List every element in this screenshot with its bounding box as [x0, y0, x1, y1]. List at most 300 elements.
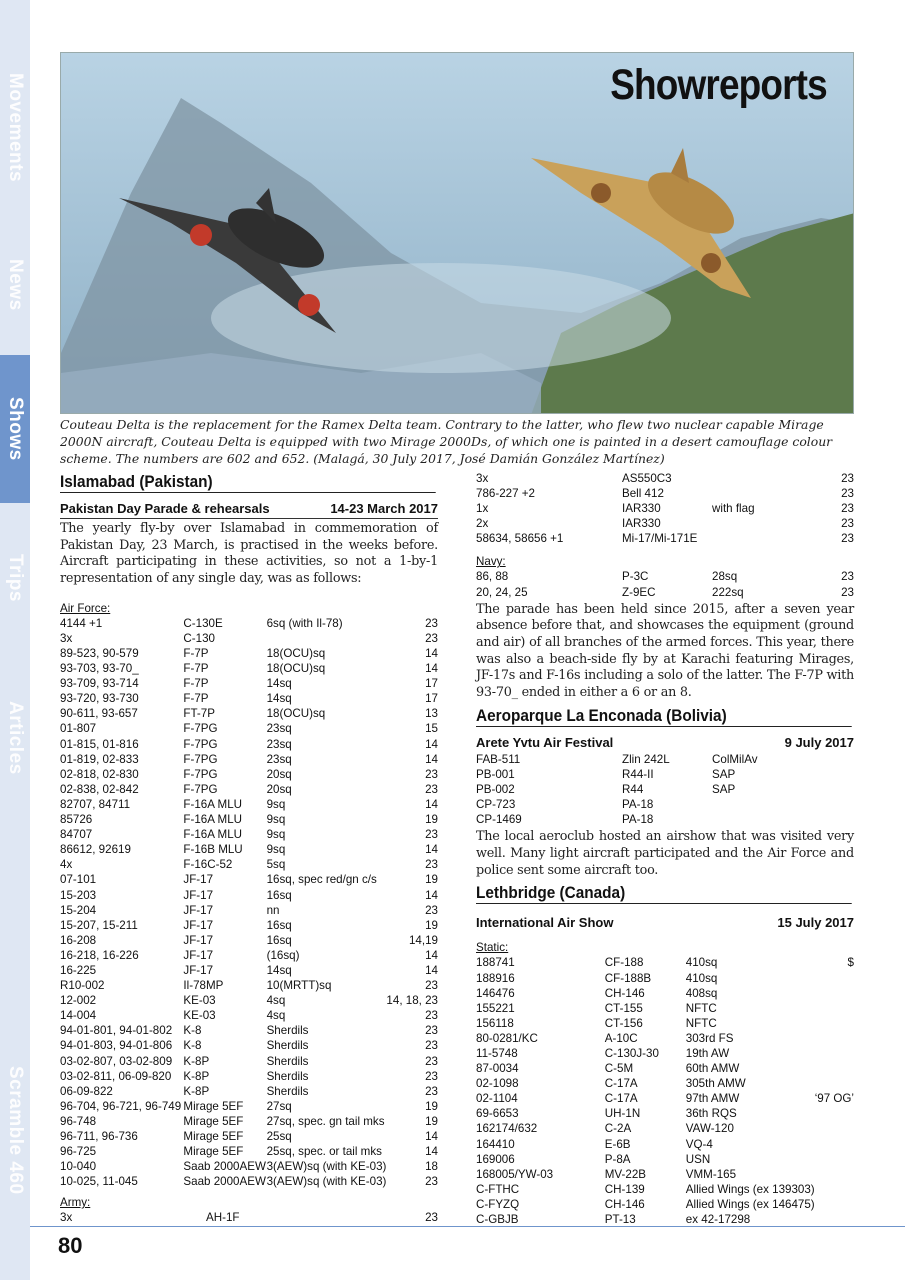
list-row	[476, 501, 854, 516]
list-row	[60, 1054, 438, 1069]
unit-cell: 18(OCU)sq	[266, 647, 326, 660]
list-row	[60, 616, 438, 631]
list-row	[60, 1038, 438, 1053]
serial-cell: 96-704, 96-721, 96-749	[60, 1099, 182, 1113]
type-cell: C-17A	[604, 1077, 638, 1091]
type-cell: JF-17	[183, 903, 214, 917]
unit-cell: 19th AW	[685, 1047, 730, 1061]
day-cell	[815, 1137, 854, 1152]
list-row	[476, 1046, 854, 1061]
serial-cell: 87-0034	[476, 1062, 519, 1076]
unit-cell: 16sq, spec red/gn c/s	[266, 873, 377, 887]
unit-cell: 5sq	[266, 858, 286, 872]
list-row	[476, 752, 854, 767]
page-title: Showreports	[610, 61, 827, 109]
day-cell: 23	[425, 1069, 438, 1083]
unit-cell: 222sq	[712, 585, 744, 599]
tab-news[interactable]: News	[5, 259, 26, 311]
day-cell: 14	[425, 752, 438, 766]
day-cell: 19	[425, 1099, 438, 1113]
header-photo	[60, 52, 854, 414]
unit-cell: 408sq	[685, 986, 718, 1000]
type-cell: UH-1N	[604, 1107, 641, 1121]
unit-cell: 4sq	[266, 1009, 286, 1023]
type-cell: JF-17	[183, 873, 214, 887]
photo-caption: Couteau Delta is the replacement for the Ramex Delta team. Contrary to the latter, who flew two nuclear capable Mirage 2000N aircraft, Couteau Delta is equipped with two Mirage 2000Ds, of which one is painted in a desert camouflage colour scheme. The numbers are 602 and 652. (Malagá, 30 July 2017, José Damián González Martínez)	[60, 417, 833, 466]
unit-cell: Sherdils	[266, 1084, 309, 1098]
type-cell: F-7P	[183, 647, 209, 660]
day-cell	[815, 1001, 854, 1016]
serial-cell: 3x	[476, 472, 489, 485]
unit-cell: 9sq	[266, 797, 286, 811]
type-cell: CT-156	[604, 1016, 643, 1030]
serial-cell: 162174/632	[476, 1122, 538, 1136]
type-cell: PA-18	[622, 813, 654, 827]
type-cell: Z-9EC	[622, 585, 656, 599]
unit-cell	[296, 1210, 414, 1225]
list-row	[60, 963, 438, 978]
list-row	[476, 986, 854, 1001]
unit-cell: VMM-165	[685, 1167, 737, 1181]
day-cell: 19	[425, 813, 438, 827]
type-cell: F-16C-52	[183, 858, 233, 872]
serial-cell: 03-02-811, 06-09-820	[60, 1069, 172, 1083]
list-row	[60, 1114, 438, 1129]
day-cell: 23	[841, 585, 854, 599]
army-table-part1	[60, 1210, 438, 1225]
unit-cell: 4sq	[266, 994, 286, 1008]
serial-cell: 69-6653	[476, 1107, 519, 1121]
unit-cell: NFTC	[685, 1016, 717, 1030]
list-row	[60, 646, 438, 661]
air-force-label: Air Force:	[60, 601, 111, 615]
list-row	[60, 1008, 438, 1023]
list-row	[476, 1137, 854, 1152]
day-cell	[818, 797, 854, 812]
list-row	[476, 516, 854, 531]
serial-cell: R10-002	[60, 979, 105, 993]
islamabad-event-name: Pakistan Day Parade & rehearsals	[60, 501, 270, 516]
type-cell: F-7PG	[183, 752, 218, 766]
type-cell: F-7P	[183, 692, 209, 706]
unit-cell: 303rd FS	[685, 1031, 734, 1045]
day-cell	[815, 986, 854, 1001]
day-cell	[815, 1061, 854, 1076]
serial-cell: 155221	[476, 1001, 515, 1015]
aeroparque-title: Aeroparque La Enconada (Bolivia)	[476, 706, 852, 727]
serial-cell: 82707, 84711	[60, 797, 131, 811]
day-cell: 23	[841, 532, 854, 546]
serial-cell: 90-611, 93-657	[60, 707, 138, 721]
serial-cell: 20, 24, 25	[476, 585, 528, 599]
list-row	[476, 971, 854, 986]
unit-cell: 14sq	[266, 692, 292, 706]
list-row	[60, 1174, 438, 1189]
unit-cell: SAP	[712, 783, 736, 797]
list-row	[476, 767, 854, 782]
serial-cell: C-FTHC	[476, 1182, 520, 1196]
unit-cell: 9sq	[266, 813, 286, 827]
type-cell: AH-1F	[206, 1211, 240, 1225]
day-cell: 23	[841, 472, 854, 485]
unit-cell: 14sq	[266, 963, 292, 977]
list-row	[476, 782, 854, 797]
list-row	[476, 1152, 854, 1167]
day-cell: 17	[425, 692, 438, 706]
list-row	[60, 1210, 438, 1225]
list-row	[60, 978, 438, 993]
serial-cell: 94-01-801, 94-01-802	[60, 1024, 173, 1038]
list-row	[60, 706, 438, 721]
tab-trips[interactable]: Trips	[5, 554, 26, 602]
serial-cell: 02-838, 02-842	[60, 782, 139, 796]
type-cell: K-8P	[183, 1069, 210, 1083]
day-cell: 23	[425, 903, 438, 917]
serial-cell: 02-1104	[476, 1092, 518, 1106]
type-cell: JF-17	[183, 888, 214, 902]
tab-shows[interactable]: Shows	[0, 355, 30, 503]
unit-cell: 16sq	[266, 888, 292, 902]
serial-cell: 16-225	[60, 963, 97, 977]
aeroparque-text: The local aeroclub hosted an airshow that was visited very well. Many light aircraft participated and the Air Force and police sent some aircraft too.	[476, 829, 854, 878]
serial-cell: 93-703, 93-70_	[60, 662, 139, 676]
serial-cell: 96-725	[60, 1145, 97, 1159]
islamabad-intro: The yearly fly-by over Islamabad in commemoration of Pakistan Day, 23 March, is practised in the weeks before. Aircraft participating in these activities, so not a 1-by-1 representation of any single day, was as follows:	[60, 521, 438, 587]
serial-cell: FAB-511	[476, 752, 521, 766]
day-cell: 13	[425, 707, 438, 721]
lethbridge-event-date: 15 July 2017	[777, 915, 854, 931]
type-cell: F-16A MLU	[183, 813, 243, 827]
unit-cell: 23sq	[266, 722, 292, 736]
type-cell: Saab 2000AEW	[183, 1175, 266, 1189]
unit-cell: ColMilAv	[712, 752, 758, 766]
footer-rule	[30, 1226, 905, 1227]
list-row	[476, 531, 854, 546]
unit-cell: 3(AEW)sq (with KE-03)	[266, 1175, 387, 1189]
type-cell: MV-22B	[604, 1167, 647, 1181]
list-row	[476, 569, 854, 584]
type-cell: Zlin 242L	[622, 752, 670, 766]
unit-cell: Sherdils	[266, 1054, 309, 1068]
type-cell: K-8	[183, 1039, 202, 1053]
list-row	[60, 767, 438, 782]
list-row	[476, 1106, 854, 1121]
type-cell: C-2A	[604, 1122, 632, 1136]
day-cell: ‘97 OG’	[814, 1092, 854, 1106]
serial-cell: 01-807	[60, 722, 97, 736]
tab-scramble[interactable]: Scramble 460	[5, 1065, 26, 1195]
list-row	[60, 661, 438, 676]
type-cell: C-130	[183, 631, 215, 645]
day-cell	[815, 1212, 854, 1227]
type-cell: Mirage 5EF	[183, 1099, 244, 1113]
serial-cell: 80-0281/KC	[476, 1031, 538, 1045]
list-row	[60, 872, 438, 887]
serial-cell: 15-204	[60, 903, 97, 917]
static-label: Static:	[476, 941, 509, 955]
unit-cell: 305th AMW	[685, 1077, 746, 1091]
day-cell: 14, 18, 23	[386, 994, 438, 1008]
unit-cell: 14sq	[266, 677, 292, 691]
serial-cell: 86612, 92619	[60, 843, 131, 857]
unit-cell	[712, 471, 818, 486]
list-row	[60, 1099, 438, 1114]
unit-cell: 18(OCU)sq	[266, 707, 326, 721]
aeroparque-event-header	[476, 734, 854, 752]
unit-cell	[712, 516, 818, 531]
unit-cell: 20sq	[266, 782, 292, 796]
unit-cell: 27sq, spec. gn tail mks	[266, 1114, 385, 1128]
list-row	[60, 827, 438, 842]
army-table-part2	[476, 471, 854, 546]
list-row	[476, 1076, 854, 1091]
unit-cell: 97th AMW	[685, 1092, 740, 1106]
day-cell: 14	[425, 737, 438, 751]
day-cell: 14,19	[408, 933, 438, 947]
serial-cell: 3x	[60, 1211, 73, 1225]
type-cell: Mirage 5EF	[183, 1145, 244, 1159]
aeroparque-event-name: Arete Yvtu Air Festival	[476, 734, 614, 750]
day-cell: 23	[841, 502, 854, 516]
serial-cell: 16-208	[60, 933, 97, 947]
day-cell	[815, 1031, 854, 1046]
list-row	[60, 888, 438, 903]
day-cell: 23	[425, 1024, 438, 1038]
list-row	[476, 1121, 854, 1136]
serial-cell: 4144 +1	[60, 616, 103, 630]
type-cell: Mirage 5EF	[183, 1114, 244, 1128]
unit-cell: USN	[685, 1152, 711, 1166]
type-cell: P-8A	[604, 1152, 631, 1166]
list-row	[476, 812, 854, 827]
day-cell: 14	[425, 1130, 438, 1143]
day-cell: 14	[425, 1145, 438, 1159]
list-row	[60, 797, 438, 812]
day-cell	[815, 1076, 854, 1091]
serial-cell: 03-02-807, 03-02-809	[60, 1054, 173, 1068]
type-cell: F-7PG	[183, 722, 218, 736]
list-row	[60, 1144, 438, 1159]
unit-cell: 27sq	[266, 1099, 292, 1113]
type-cell: CT-155	[604, 1001, 643, 1015]
type-cell: Mirage 5EF	[183, 1130, 244, 1143]
unit-cell: Sherdils	[266, 1069, 309, 1083]
list-row	[476, 1031, 854, 1046]
tab-articles[interactable]: Articles	[5, 701, 26, 775]
unit-cell: 9sq	[266, 843, 286, 857]
air-force-table	[60, 616, 438, 1190]
unit-cell: 3(AEW)sq (with KE-03)	[266, 1160, 387, 1174]
day-cell	[815, 1121, 854, 1136]
day-cell: 23	[425, 767, 438, 781]
unit-cell: 36th RQS	[685, 1107, 737, 1121]
day-cell: 14	[425, 647, 438, 660]
type-cell: JF-17	[183, 948, 214, 962]
type-cell: C-130E	[183, 616, 223, 630]
type-cell: C-130J-30	[604, 1047, 659, 1061]
day-cell: 23	[425, 1084, 438, 1098]
unit-cell: Allied Wings (ex 139303)	[685, 1182, 815, 1196]
unit-cell: 28sq	[712, 570, 738, 584]
list-row	[476, 1091, 854, 1106]
list-row	[476, 1061, 854, 1076]
serial-cell: 93-720, 93-730	[60, 692, 139, 706]
serial-cell: 2x	[476, 517, 489, 531]
list-row	[60, 903, 438, 918]
day-cell: 23	[425, 979, 438, 993]
unit-cell: 6sq (with Il-78)	[266, 616, 343, 630]
type-cell: F-16B MLU	[183, 843, 243, 857]
islamabad-event-date: 14-23 March 2017	[330, 501, 438, 516]
navy-table	[476, 569, 854, 599]
day-cell: 23	[425, 1211, 438, 1225]
list-row	[476, 1212, 854, 1227]
serial-cell: 4x	[60, 858, 73, 872]
type-cell: F-7PG	[183, 737, 218, 751]
unit-cell: VAW-120	[685, 1122, 734, 1136]
islamabad-outro: The parade has been held since 2015, after a seven year absence before that, and showcases the equipment (ground and air) of all branches of the armed forces. This year, there was also a beach-side fly by at Karachi featuring Mirages, JF-17s and F-16s including a solo of the latter. The F-7P with 93-70_ ended in either a 6 or an 8.	[476, 601, 854, 701]
serial-cell: 07-101	[60, 873, 97, 887]
list-row	[60, 993, 438, 1008]
type-cell: Bell 412	[622, 487, 664, 501]
type-cell: E-6B	[604, 1137, 631, 1151]
day-cell: 18	[425, 1160, 438, 1174]
list-row	[476, 1182, 854, 1197]
unit-cell: SAP	[712, 767, 736, 781]
type-cell: F-7PG	[183, 782, 218, 796]
list-row	[60, 1023, 438, 1038]
day-cell: 14	[425, 662, 438, 676]
serial-cell: 164410	[476, 1137, 515, 1151]
unit-cell: 410sq	[685, 956, 718, 970]
type-cell: A-10C	[604, 1031, 638, 1045]
day-cell: 19	[425, 918, 438, 932]
unit-cell: 410sq	[685, 971, 718, 985]
serial-cell: 01-815, 01-816	[60, 737, 139, 751]
unit-cell	[712, 812, 818, 827]
type-cell: K-8P	[183, 1084, 210, 1098]
serial-cell: 10-025, 11-045	[60, 1175, 138, 1189]
section-sidebar	[0, 0, 30, 1280]
list-row	[476, 1197, 854, 1212]
day-cell	[815, 1167, 854, 1182]
day-cell: 19	[425, 873, 438, 887]
tab-movements[interactable]: Movements	[5, 72, 26, 183]
type-cell: C-5M	[604, 1062, 634, 1076]
day-cell	[818, 752, 854, 767]
list-row	[60, 721, 438, 736]
unit-cell	[712, 797, 818, 812]
unit-cell: 60th AMW	[685, 1062, 740, 1076]
unit-cell: 16sq	[266, 918, 292, 932]
list-row	[476, 486, 854, 501]
serial-cell: 15-207, 15-211	[60, 918, 138, 932]
list-row	[60, 782, 438, 797]
serial-cell: 12-002	[60, 994, 97, 1008]
serial-cell: 96-748	[60, 1114, 97, 1128]
unit-cell: 9sq	[266, 828, 286, 842]
day-cell: 14	[425, 948, 438, 962]
unit-cell: Sherdils	[266, 1039, 309, 1053]
islamabad-event-header	[60, 500, 438, 519]
day-cell: 23	[425, 616, 438, 630]
unit-cell: 10(MRTT)sq	[266, 979, 332, 993]
day-cell: 23	[841, 570, 854, 584]
type-cell: Saab 2000AEW	[183, 1160, 266, 1174]
right-column	[476, 471, 854, 1227]
serial-cell: 786-227 +2	[476, 487, 535, 501]
list-row	[60, 857, 438, 872]
unit-cell: NFTC	[685, 1001, 717, 1015]
day-cell: 23	[841, 517, 854, 531]
type-cell: Mi-17/Mi-171E	[622, 532, 698, 546]
type-cell: CF-188	[604, 956, 644, 970]
serial-cell: 85726	[60, 813, 93, 827]
lethbridge-event-name: International Air Show	[476, 915, 614, 931]
day-cell: $	[847, 956, 854, 970]
page-number: 80	[58, 1233, 83, 1258]
unit-cell: ex 42-17298	[685, 1213, 751, 1227]
type-cell: IAR330	[622, 502, 661, 516]
serial-cell: 02-1098	[476, 1077, 519, 1091]
day-cell: 23	[425, 1009, 438, 1023]
list-row	[60, 631, 438, 646]
type-cell: F-7PG	[183, 767, 218, 781]
serial-cell: CP-723	[476, 798, 516, 812]
unit-cell: 23sq	[266, 737, 292, 751]
list-row	[60, 842, 438, 857]
type-cell: AS550C3	[622, 472, 672, 485]
serial-cell: 96-711, 96-736	[60, 1130, 138, 1143]
type-cell: C-17A	[604, 1092, 638, 1106]
day-cell	[815, 1046, 854, 1061]
list-row	[476, 1001, 854, 1016]
list-row	[60, 752, 438, 767]
type-cell: R44	[622, 783, 644, 797]
serial-cell: 169006	[476, 1152, 515, 1166]
day-cell	[815, 1016, 854, 1031]
serial-cell: 146476	[476, 986, 515, 1000]
unit-cell: 25sq	[266, 1130, 292, 1143]
type-cell: F-16A MLU	[183, 828, 243, 842]
day-cell	[815, 1182, 854, 1197]
type-cell: F-7P	[183, 677, 209, 691]
serial-cell: 156118	[476, 1016, 514, 1030]
list-row	[476, 585, 854, 600]
list-row	[60, 918, 438, 933]
list-row	[60, 948, 438, 963]
army-label: Army:	[60, 1196, 91, 1210]
aeroparque-event-date: 9 July 2017	[784, 734, 854, 750]
day-cell: 14	[425, 797, 438, 811]
serial-cell: 94-01-803, 94-01-806	[60, 1039, 173, 1053]
list-row	[60, 1129, 438, 1144]
type-cell: PT-13	[604, 1213, 636, 1227]
serial-cell: 14-004	[60, 1009, 97, 1023]
day-cell: 17	[425, 677, 438, 691]
type-cell: JF-17	[183, 918, 214, 932]
type-cell: F-16A MLU	[183, 797, 243, 811]
serial-cell: 16-218, 16-226	[60, 948, 139, 962]
day-cell: 23	[425, 858, 438, 872]
list-row	[60, 676, 438, 691]
day-cell	[815, 1106, 854, 1121]
type-cell: K-8	[183, 1024, 202, 1038]
day-cell	[818, 767, 854, 782]
serial-cell: 06-09-822	[60, 1084, 113, 1098]
type-cell: IAR330	[622, 517, 661, 531]
type-cell: K-8P	[183, 1054, 210, 1068]
